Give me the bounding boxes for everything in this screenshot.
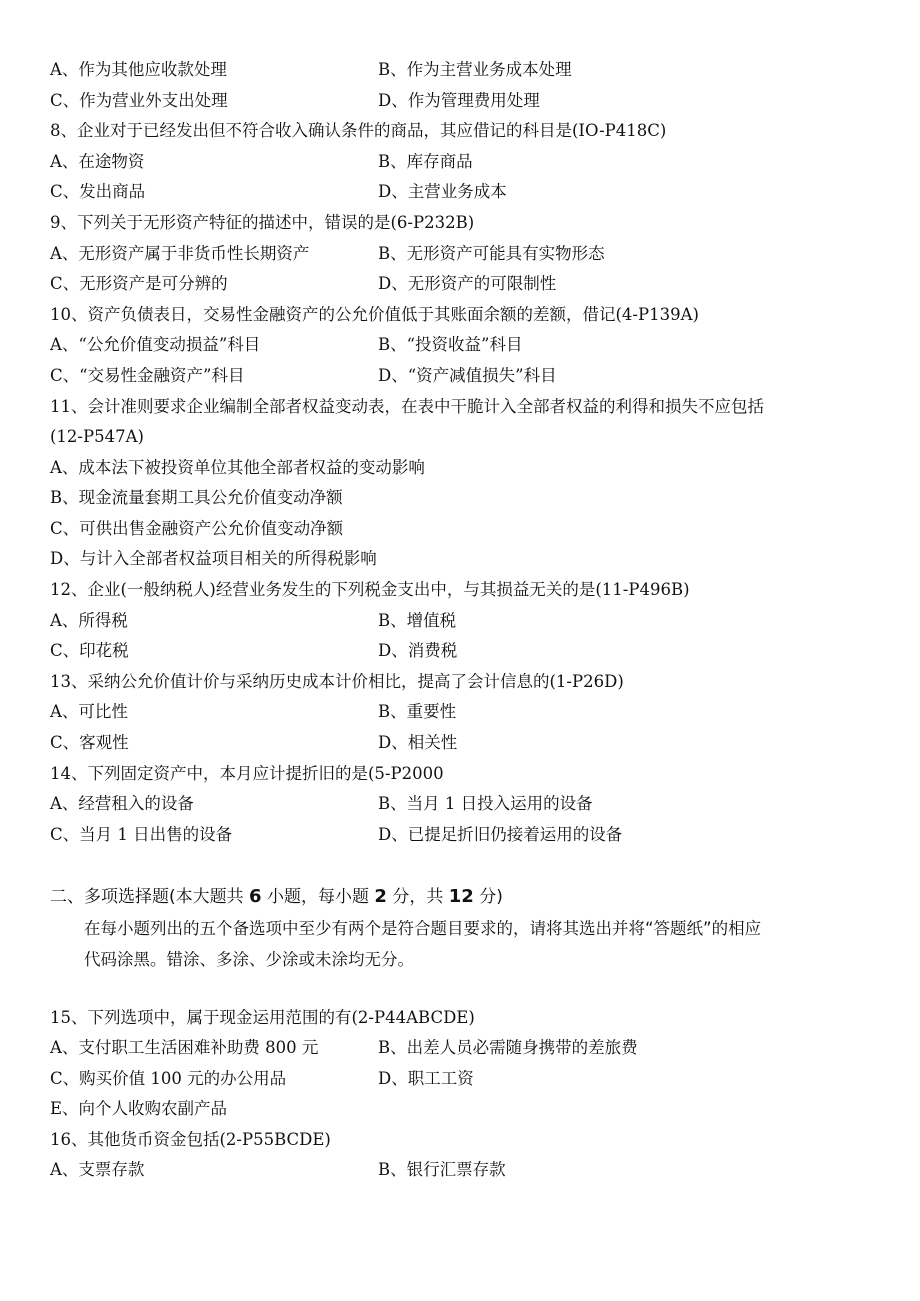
option-row (50, 150, 473, 174)
option-e: E、向个人收购农副产品 (50, 1099, 228, 1118)
section-heading-text: 小题，每小题 (261, 887, 375, 907)
option-d: D、作为管理费用处理 (378, 91, 540, 110)
option-b: B、作为主营业务成本处理 (378, 60, 572, 79)
option-row (50, 823, 623, 847)
option-row (50, 89, 540, 113)
option-a: A、作为其他应收款处理 (50, 60, 227, 79)
option-a: A、“公允价值变动损益”科目 (50, 335, 261, 354)
question-stem: 15、下列选项中，属于现金运用范围的有(2-P44ABCDE) (50, 1008, 475, 1027)
option-b: B、“投资收益”科目 (378, 335, 523, 354)
option-row (50, 272, 557, 296)
option-a: A、支付职工生活困难补助费 800 元 (50, 1038, 319, 1057)
option-b: B、当月 1 日投入运用的设备 (378, 794, 593, 813)
option-row (50, 364, 557, 388)
option-d: D、已提足折旧仍接着运用的设备 (378, 825, 623, 844)
points-per-question: 2 (374, 886, 387, 907)
option-c: C、购买价值 100 元的办公用品 (50, 1069, 287, 1088)
option-row (50, 333, 523, 357)
option-d: D、“资产减值损失”科目 (378, 366, 557, 385)
option-a: A、成本法下被投资单位其他全部者权益的变动影响 (50, 458, 425, 477)
option-row (50, 242, 605, 266)
option-c: C、客观性 (50, 733, 129, 752)
question-stem: 13、采纳公允价值计价与采纳历史成本计价相比，提高了会计信息的(1-P26D) (50, 672, 624, 691)
option-row (50, 1158, 506, 1182)
option-d: D、与计入全部者权益项目相关的所得税影响 (50, 549, 377, 568)
section-heading (50, 885, 503, 909)
option-d: D、无形资产的可限制性 (378, 274, 557, 293)
option-d: D、主营业务成本 (378, 182, 507, 201)
section-instructions-continued: 代码涂黑。错涂、多涂、少涂或未涂均无分。 (84, 950, 414, 969)
option-c: C、无形资产是可分辨的 (50, 274, 228, 293)
option-row (50, 731, 458, 755)
option-b: B、出差人员必需随身携带的差旅费 (378, 1038, 638, 1057)
option-c: C、可供出售金融资产公允价值变动净额 (50, 519, 344, 538)
question-stem: 8、企业对于已经发出但不符合收入确认条件的商品，其应借记的科目是(IO-P418C) (50, 121, 667, 140)
option-a: A、可比性 (50, 702, 128, 721)
option-d: D、相关性 (378, 733, 458, 752)
section-heading-text: 分) (473, 887, 503, 907)
option-b: B、银行汇票存款 (378, 1160, 506, 1179)
option-row (50, 639, 458, 663)
option-c: C、“交易性金融资产”科目 (50, 366, 245, 385)
option-d: D、消费税 (378, 641, 458, 660)
option-row (50, 609, 457, 633)
section-heading-text: 分，共 (386, 887, 449, 907)
option-row (50, 1067, 474, 1091)
question-stem: 14、下列固定资产中，本月应计提折旧的是(5-P2000 (50, 764, 444, 783)
option-row (50, 180, 507, 204)
section-heading-text: 二、多项选择题(本大题共 (50, 887, 250, 907)
question-stem: 9、下列关于无形资产特征的描述中，错误的是(6-P232B) (50, 213, 475, 232)
question-stem: 11、会计准则要求企业编制全部者权益变动表，在表中干脆计入全部者权益的利得和损失不应包括 (50, 397, 764, 416)
question-stem-continued: (12-P547A) (50, 427, 144, 446)
option-b: B、重要性 (378, 702, 457, 721)
option-c: C、当月 1 日出售的设备 (50, 825, 233, 844)
option-c: C、发出商品 (50, 182, 146, 201)
option-b: B、增值税 (378, 611, 457, 630)
option-c: C、作为营业外支出处理 (50, 91, 228, 110)
option-c: C、印花税 (50, 641, 129, 660)
option-a: A、经营租入的设备 (50, 794, 194, 813)
option-a: A、在途物资 (50, 152, 145, 171)
question-stem: 10、资产负债表日，交易性金融资产的公允价值低于其账面余额的差额，借记(4-P139A) (50, 305, 699, 324)
option-b: B、现金流量套期工具公允价值变动净额 (50, 488, 343, 507)
option-row (50, 792, 593, 816)
option-a: A、支票存款 (50, 1160, 145, 1179)
option-row (50, 1036, 638, 1060)
option-row (50, 58, 572, 82)
option-a: A、无形资产属于非货币性长期资产 (50, 244, 310, 263)
option-b: B、无形资产可能具有实物形态 (378, 244, 605, 263)
option-row (50, 700, 457, 724)
section-instructions: 在每小题列出的五个备选项中至少有两个是符合题目要求的，请将其选出并将“答题纸”的相应 (84, 919, 762, 938)
question-stem: 16、其他货币资金包括(2-P55BCDE) (50, 1130, 331, 1149)
total-points: 12 (448, 886, 474, 907)
option-d: D、职工工资 (378, 1069, 474, 1088)
question-stem: 12、企业(一般纳税人)经营业务发生的下列税金支出中，与其损益无关的是(11-P496B) (50, 580, 690, 599)
option-a: A、所得税 (50, 611, 128, 630)
option-b: B、库存商品 (378, 152, 473, 171)
question-count: 6 (249, 886, 262, 907)
